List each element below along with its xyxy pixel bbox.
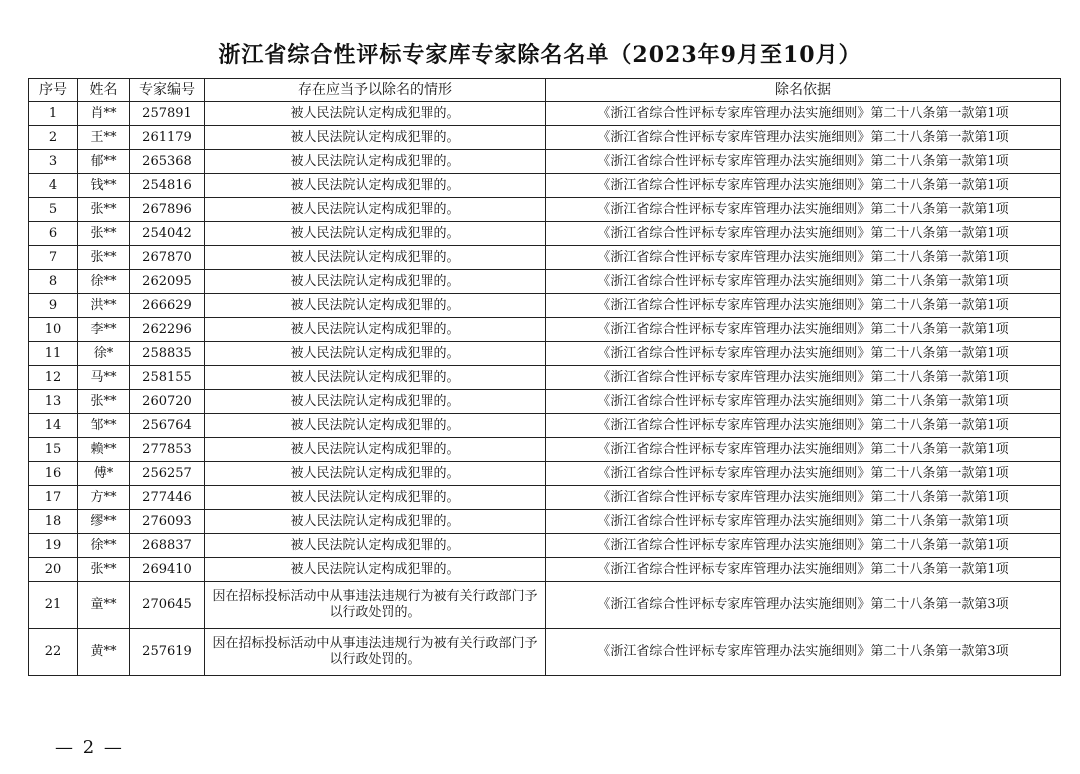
header-reason: 存在应当予以除名的情形 — [205, 79, 546, 102]
cell-reason: 被人民法院认定构成犯罪的。 — [205, 198, 546, 222]
cell-expert-id: 268837 — [130, 534, 205, 558]
cell-expert-id: 254042 — [130, 222, 205, 246]
cell-reason: 被人民法院认定构成犯罪的。 — [205, 486, 546, 510]
table-row — [29, 318, 1061, 342]
cell-index: 5 — [29, 198, 78, 222]
cell-index: 11 — [29, 342, 78, 366]
cell-index: 18 — [29, 510, 78, 534]
cell-expert-id: 254816 — [130, 174, 205, 198]
header-basis: 除名依据 — [546, 79, 1061, 102]
removal-list-table — [28, 78, 1061, 676]
cell-index: 22 — [29, 629, 78, 676]
table-row — [29, 342, 1061, 366]
cell-basis: 《浙江省综合性评标专家库管理办法实施细则》第二十八条第一款第1项 — [546, 294, 1061, 318]
cell-index: 3 — [29, 150, 78, 174]
cell-index: 15 — [29, 438, 78, 462]
cell-expert-id: 270645 — [130, 582, 205, 629]
header-index: 序号 — [29, 79, 78, 102]
cell-basis: 《浙江省综合性评标专家库管理办法实施细则》第二十八条第一款第1项 — [546, 558, 1061, 582]
cell-reason: 被人民法院认定构成犯罪的。 — [205, 174, 546, 198]
page-title: 浙江省综合性评标专家库专家除名名单（2023年9月至10月） — [218, 42, 862, 68]
cell-name: 张** — [78, 390, 130, 414]
cell-basis: 《浙江省综合性评标专家库管理办法实施细则》第二十八条第一款第1项 — [546, 438, 1061, 462]
cell-reason: 被人民法院认定构成犯罪的。 — [205, 318, 546, 342]
cell-reason: 被人民法院认定构成犯罪的。 — [205, 438, 546, 462]
cell-index: 7 — [29, 246, 78, 270]
cell-reason: 被人民法院认定构成犯罪的。 — [205, 294, 546, 318]
cell-index: 12 — [29, 366, 78, 390]
table-row — [29, 366, 1061, 390]
cell-name: 洪** — [78, 294, 130, 318]
cell-name: 缪** — [78, 510, 130, 534]
table-row — [29, 558, 1061, 582]
cell-expert-id: 277853 — [130, 438, 205, 462]
cell-name: 张** — [78, 558, 130, 582]
cell-index: 20 — [29, 558, 78, 582]
cell-basis: 《浙江省综合性评标专家库管理办法实施细则》第二十八条第一款第1项 — [546, 342, 1061, 366]
table-row — [29, 629, 1061, 676]
cell-name: 李** — [78, 318, 130, 342]
cell-reason: 被人民法院认定构成犯罪的。 — [205, 558, 546, 582]
cell-expert-id: 258835 — [130, 342, 205, 366]
cell-reason: 被人民法院认定构成犯罪的。 — [205, 246, 546, 270]
table-row — [29, 582, 1061, 629]
cell-name: 方** — [78, 486, 130, 510]
cell-expert-id: 277446 — [130, 486, 205, 510]
cell-expert-id: 262296 — [130, 318, 205, 342]
cell-name: 徐* — [78, 342, 130, 366]
cell-expert-id: 256764 — [130, 414, 205, 438]
cell-reason: 被人民法院认定构成犯罪的。 — [205, 390, 546, 414]
cell-basis: 《浙江省综合性评标专家库管理办法实施细则》第二十八条第一款第1项 — [546, 222, 1061, 246]
cell-expert-id: 256257 — [130, 462, 205, 486]
page-number: — 2 — — [55, 737, 124, 758]
cell-index: 17 — [29, 486, 78, 510]
cell-expert-id: 267870 — [130, 246, 205, 270]
cell-index: 13 — [29, 390, 78, 414]
cell-reason: 被人民法院认定构成犯罪的。 — [205, 222, 546, 246]
table-row — [29, 270, 1061, 294]
cell-name: 王** — [78, 126, 130, 150]
header-expert-id: 专家编号 — [130, 79, 205, 102]
cell-expert-id: 269410 — [130, 558, 205, 582]
cell-basis: 《浙江省综合性评标专家库管理办法实施细则》第二十八条第一款第3项 — [546, 629, 1061, 676]
cell-name: 童** — [78, 582, 130, 629]
table-row — [29, 294, 1061, 318]
cell-name: 赖** — [78, 438, 130, 462]
table-row — [29, 462, 1061, 486]
cell-expert-id: 258155 — [130, 366, 205, 390]
cell-name: 马** — [78, 366, 130, 390]
cell-basis: 《浙江省综合性评标专家库管理办法实施细则》第二十八条第一款第1项 — [546, 174, 1061, 198]
cell-name: 徐** — [78, 270, 130, 294]
cell-index: 8 — [29, 270, 78, 294]
cell-basis: 《浙江省综合性评标专家库管理办法实施细则》第二十八条第一款第1项 — [546, 150, 1061, 174]
cell-reason: 被人民法院认定构成犯罪的。 — [205, 366, 546, 390]
cell-name: 郁** — [78, 150, 130, 174]
cell-name: 黄** — [78, 629, 130, 676]
cell-expert-id: 266629 — [130, 294, 205, 318]
cell-name: 张** — [78, 246, 130, 270]
cell-reason: 因在招标投标活动中从事违法违规行为被有关行政部门予以行政处罚的。 — [205, 629, 546, 676]
table-row — [29, 198, 1061, 222]
cell-expert-id: 262095 — [130, 270, 205, 294]
cell-basis: 《浙江省综合性评标专家库管理办法实施细则》第二十八条第一款第1项 — [546, 462, 1061, 486]
cell-index: 1 — [29, 102, 78, 126]
cell-reason: 被人民法院认定构成犯罪的。 — [205, 462, 546, 486]
cell-reason: 被人民法院认定构成犯罪的。 — [205, 102, 546, 126]
cell-expert-id: 267896 — [130, 198, 205, 222]
table-row — [29, 438, 1061, 462]
table-row — [29, 510, 1061, 534]
header-name: 姓名 — [78, 79, 130, 102]
cell-index: 10 — [29, 318, 78, 342]
cell-basis: 《浙江省综合性评标专家库管理办法实施细则》第二十八条第一款第3项 — [546, 582, 1061, 629]
cell-expert-id: 257619 — [130, 629, 205, 676]
cell-index: 16 — [29, 462, 78, 486]
cell-basis: 《浙江省综合性评标专家库管理办法实施细则》第二十八条第一款第1项 — [546, 246, 1061, 270]
cell-name: 张** — [78, 222, 130, 246]
cell-reason: 被人民法院认定构成犯罪的。 — [205, 150, 546, 174]
cell-reason: 被人民法院认定构成犯罪的。 — [205, 414, 546, 438]
cell-expert-id: 276093 — [130, 510, 205, 534]
table-row — [29, 126, 1061, 150]
cell-basis: 《浙江省综合性评标专家库管理办法实施细则》第二十八条第一款第1项 — [546, 510, 1061, 534]
cell-reason: 被人民法院认定构成犯罪的。 — [205, 510, 546, 534]
cell-expert-id: 257891 — [130, 102, 205, 126]
cell-basis: 《浙江省综合性评标专家库管理办法实施细则》第二十八条第一款第1项 — [546, 390, 1061, 414]
cell-reason: 被人民法院认定构成犯罪的。 — [205, 126, 546, 150]
cell-basis: 《浙江省综合性评标专家库管理办法实施细则》第二十八条第一款第1项 — [546, 126, 1061, 150]
cell-name: 肖** — [78, 102, 130, 126]
cell-index: 4 — [29, 174, 78, 198]
cell-basis: 《浙江省综合性评标专家库管理办法实施细则》第二十八条第一款第1项 — [546, 534, 1061, 558]
cell-name: 傅* — [78, 462, 130, 486]
cell-index: 19 — [29, 534, 78, 558]
cell-reason: 被人民法院认定构成犯罪的。 — [205, 270, 546, 294]
cell-name: 徐** — [78, 534, 130, 558]
table-row — [29, 246, 1061, 270]
table-header-row — [29, 79, 1061, 102]
cell-basis: 《浙江省综合性评标专家库管理办法实施细则》第二十八条第一款第1项 — [546, 318, 1061, 342]
table-row — [29, 534, 1061, 558]
table-row — [29, 222, 1061, 246]
cell-index: 6 — [29, 222, 78, 246]
cell-expert-id: 261179 — [130, 126, 205, 150]
cell-basis: 《浙江省综合性评标专家库管理办法实施细则》第二十八条第一款第1项 — [546, 486, 1061, 510]
table-row — [29, 174, 1061, 198]
cell-basis: 《浙江省综合性评标专家库管理办法实施细则》第二十八条第一款第1项 — [546, 414, 1061, 438]
cell-expert-id: 260720 — [130, 390, 205, 414]
cell-basis: 《浙江省综合性评标专家库管理办法实施细则》第二十八条第一款第1项 — [546, 102, 1061, 126]
cell-basis: 《浙江省综合性评标专家库管理办法实施细则》第二十八条第一款第1项 — [546, 198, 1061, 222]
cell-index: 14 — [29, 414, 78, 438]
cell-index: 9 — [29, 294, 78, 318]
cell-reason: 因在招标投标活动中从事违法违规行为被有关行政部门予以行政处罚的。 — [205, 582, 546, 629]
cell-reason: 被人民法院认定构成犯罪的。 — [205, 534, 546, 558]
cell-basis: 《浙江省综合性评标专家库管理办法实施细则》第二十八条第一款第1项 — [546, 366, 1061, 390]
cell-reason: 被人民法院认定构成犯罪的。 — [205, 342, 546, 366]
cell-basis: 《浙江省综合性评标专家库管理办法实施细则》第二十八条第一款第1项 — [546, 270, 1061, 294]
table-row — [29, 102, 1061, 126]
cell-index: 21 — [29, 582, 78, 629]
cell-index: 2 — [29, 126, 78, 150]
table-row — [29, 486, 1061, 510]
cell-expert-id: 265368 — [130, 150, 205, 174]
table-row — [29, 390, 1061, 414]
cell-name: 邹** — [78, 414, 130, 438]
table-row — [29, 150, 1061, 174]
cell-name: 张** — [78, 198, 130, 222]
table-row — [29, 414, 1061, 438]
cell-name: 钱** — [78, 174, 130, 198]
